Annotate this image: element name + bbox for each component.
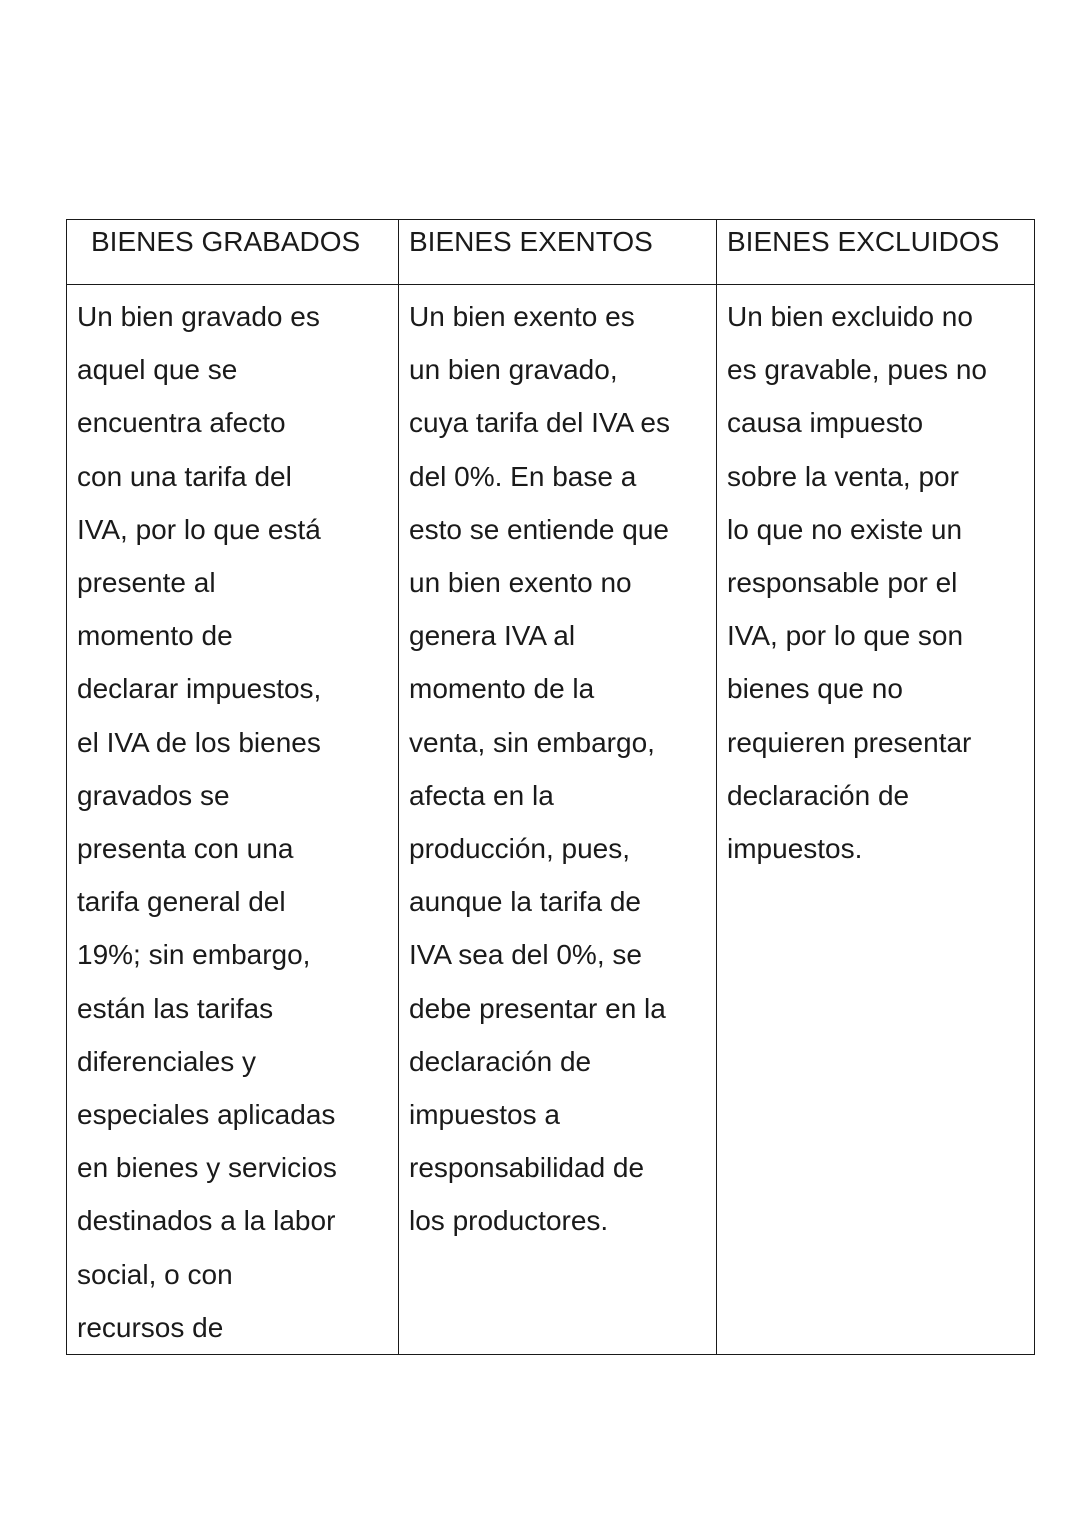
cell-text-line: esto se entiende que — [409, 513, 669, 545]
cell-text-line: el IVA de los bienes — [77, 726, 321, 758]
cell-text-line: cuya tarifa del IVA es — [409, 407, 670, 439]
cell-text-line: momento de la — [409, 673, 595, 705]
cell-bienes-exentos — [399, 285, 717, 1355]
header-bienes-gravados: BIENES GRABADOS — [67, 220, 399, 285]
cell-text-line: especiales aplicadas — [77, 1099, 336, 1131]
cell-bienes-excluidos — [717, 285, 1035, 1355]
cell-text-line: IVA, por lo que está — [77, 513, 321, 545]
comparison-table — [66, 219, 1035, 1355]
cell-text-line: están las tarifas — [77, 992, 274, 1024]
cell-text-line: Un bien exento es — [409, 301, 635, 332]
cell-text-line: encuentra afecto — [77, 407, 286, 439]
cell-text-line: lo que no existe un — [727, 513, 963, 545]
header-bienes-exentos: BIENES EXENTOS — [399, 220, 717, 285]
cell-text-line: Un bien gravado es — [77, 301, 320, 332]
cell-text-line: un bien exento no — [409, 567, 632, 599]
table-body-row — [67, 285, 1035, 1355]
cell-text-line: venta, sin embargo, — [409, 726, 655, 758]
cell-text-line: IVA sea del 0%, se — [409, 939, 642, 971]
cell-text-line: IVA, por lo que son — [727, 620, 964, 652]
cell-text-line: en bienes y servicios — [77, 1152, 337, 1184]
cell-text-line: impuestos a — [409, 1099, 560, 1131]
cell-text-line: del 0%. En base a — [409, 460, 637, 492]
cell-text-line: presenta con una — [77, 833, 294, 865]
cell-text-line: genera IVA al — [409, 620, 576, 652]
cell-text-line: con una tarifa del — [77, 460, 292, 492]
cell-text-line: momento de — [77, 620, 233, 652]
cell-text-line: debe presentar en la — [409, 992, 666, 1024]
cell-text-line: un bien gravado, — [409, 354, 618, 386]
cell-text-line: Un bien excluido no — [727, 301, 973, 332]
table-header-row — [67, 220, 1035, 285]
cell-text-line: los productores. — [409, 1205, 609, 1237]
cell-text-line: es gravable, pues no — [727, 354, 987, 386]
cell-text-line: aunque la tarifa de — [409, 886, 641, 918]
header-bienes-excluidos: BIENES EXCLUIDOS — [717, 220, 1035, 285]
cell-text-line: producción, pues, — [409, 833, 631, 865]
cell-text-line: declaración de — [727, 779, 910, 811]
cell-text-line: 19%; sin embargo, — [77, 939, 311, 971]
cell-text-line: diferenciales y — [77, 1045, 256, 1077]
cell-text-line: recursos de — [77, 1311, 224, 1343]
cell-text-line: social, o con — [77, 1258, 233, 1290]
cell-text-line: tarifa general del — [77, 886, 286, 918]
cell-text-line: requieren presentar — [727, 726, 972, 758]
cell-text-line: afecta en la — [409, 779, 554, 811]
cell-text-line: responsable por el — [727, 567, 958, 599]
cell-text-line: aquel que se — [77, 354, 238, 386]
cell-text-line: gravados se — [77, 779, 230, 811]
cell-bienes-gravados — [67, 285, 399, 1355]
cell-text-line: impuestos. — [727, 833, 863, 865]
cell-text-line: responsabilidad de — [409, 1152, 645, 1184]
cell-text-line: bienes que no — [727, 673, 903, 705]
cell-text-line: destinados a la labor — [77, 1205, 336, 1237]
cell-text-line: sobre la venta, por — [727, 460, 959, 492]
cell-text-line: causa impuesto — [727, 407, 924, 439]
cell-text-line: declaración de — [409, 1045, 592, 1077]
cell-text-line: declarar impuestos, — [77, 673, 322, 705]
cell-text-line: presente al — [77, 567, 216, 599]
